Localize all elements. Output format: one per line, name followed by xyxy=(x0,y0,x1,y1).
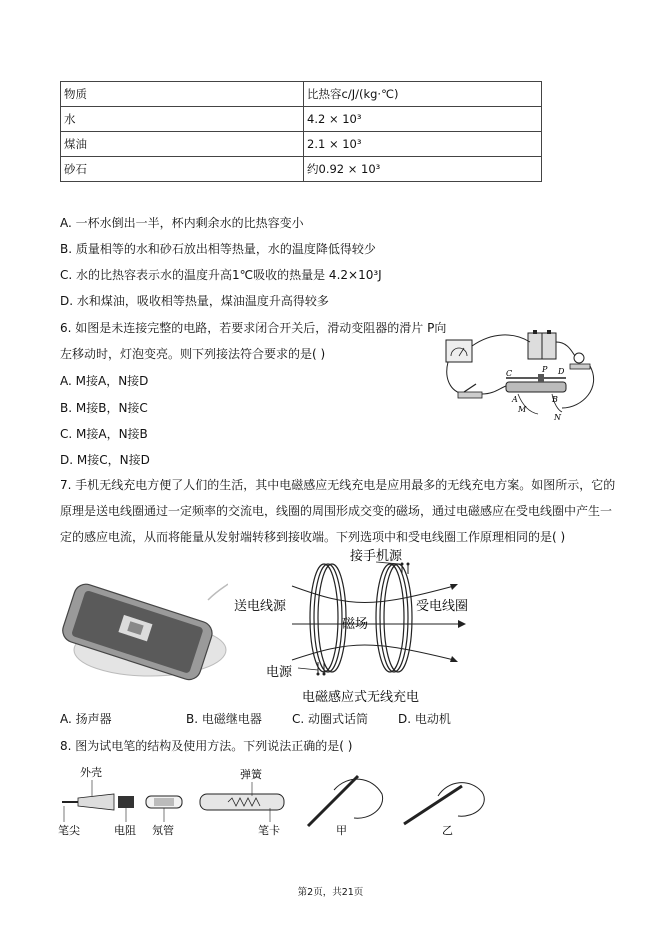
label-field: 磁场 xyxy=(342,617,369,632)
label-neon: 氖管 xyxy=(152,824,174,837)
label-m: M xyxy=(518,405,527,414)
label-a: A xyxy=(512,395,518,404)
label-p: P xyxy=(542,365,548,374)
phone-charger-image xyxy=(58,580,228,690)
label-clip: 笔卡 xyxy=(258,824,280,837)
q7-option-c: C. 动圈式话筒 xyxy=(292,712,369,726)
q5-option-d: D. 水和煤油，吸收相等热量，煤油温度升高得较多 xyxy=(60,294,329,308)
table-cell: 砂石 xyxy=(61,157,304,182)
label-power: 电源 xyxy=(266,665,293,680)
test-pen-figure xyxy=(58,760,498,842)
q6-stem-line2: 左移动时，灯泡变亮。则下列接法符合要求的是( ) xyxy=(60,347,326,361)
q6-option-c: C. M接A，N接B xyxy=(60,427,148,441)
q7-option-b: B. 电磁继电器 xyxy=(186,712,262,726)
label-resistor: 电阻 xyxy=(114,824,136,837)
table-row xyxy=(61,132,542,157)
q7-option-d: D. 电动机 xyxy=(398,712,451,726)
table-cell: 约0.92 × 10³ xyxy=(304,157,542,182)
label-n: N xyxy=(554,413,561,422)
table-cell: 煤油 xyxy=(61,132,304,157)
circuit-figure xyxy=(442,328,602,423)
q7-stem-line2: 原理是送电线圈通过一定频率的交流电，线圈的周围形成交变的磁场，通过电磁感应在受电线圈中产生一 xyxy=(60,504,613,518)
label-phone-source: 接手机源 xyxy=(350,549,403,564)
label-yi: 乙 xyxy=(442,824,453,837)
table-row xyxy=(61,82,542,107)
label-c: C xyxy=(506,369,513,378)
page-footer: 第2页，共21页 xyxy=(297,887,364,898)
q7-stem-line1: 7. 手机无线充电方便了人们的生活，其中电磁感应无线充电是应用最多的无线充电方案。如图所示，它的 xyxy=(60,478,616,492)
label-spring: 弹簧 xyxy=(240,768,262,781)
label-shell: 外壳 xyxy=(80,766,102,779)
q8-stem: 8. 图为试电笔的结构及使用方法。下列说法正确的是( ) xyxy=(60,739,353,753)
label-send-coil: 送电线源 xyxy=(234,599,287,614)
q5-option-b: B. 质量相等的水和砂石放出相等热量，水的温度降低得较少 xyxy=(60,242,376,256)
q6-option-d: D. M接C，N接D xyxy=(60,453,150,467)
q5-option-c: C. 水的比热容表示水的温度升高1℃吸收的热量是 4.2×10³J xyxy=(60,268,382,282)
table-row xyxy=(61,107,542,132)
label-jia: 甲 xyxy=(336,824,347,837)
specific-heat-table xyxy=(60,81,542,182)
wireless-charging-diagram xyxy=(232,546,522,708)
label-d: D xyxy=(558,367,565,376)
q6-option-a: A. M接A，N接D xyxy=(60,374,149,388)
label-receive-coil: 受电线圈 xyxy=(416,599,469,614)
q6-stem-line1: 6. 如图是未连接完整的电路，若要求闭合开关后，滑动变阻器的滑片 P向 xyxy=(60,321,447,335)
table-cell: 4.2 × 10³ xyxy=(304,107,542,132)
q5-option-a: A. 一杯水倒出一半，杯内剩余水的比热容变小 xyxy=(60,216,304,230)
q6-option-b: B. M接B，N接C xyxy=(60,401,148,415)
table-cell: 2.1 × 10³ xyxy=(304,132,542,157)
table-row xyxy=(61,157,542,182)
q7-option-a: A. 扬声器 xyxy=(60,712,112,726)
table-cell: 比热容c/J/(kg·℃) xyxy=(304,82,542,107)
label-tip: 笔尖 xyxy=(58,824,80,837)
label-caption: 电磁感应式无线充电 xyxy=(302,690,420,705)
label-b: B xyxy=(552,395,558,404)
table-cell: 水 xyxy=(61,107,304,132)
q7-stem-line3: 定的感应电流，从而将能量从发射端转移到接收端。下列选项中和受电线圈工作原理相同的是( ) xyxy=(60,530,566,544)
table-cell: 物质 xyxy=(61,82,304,107)
